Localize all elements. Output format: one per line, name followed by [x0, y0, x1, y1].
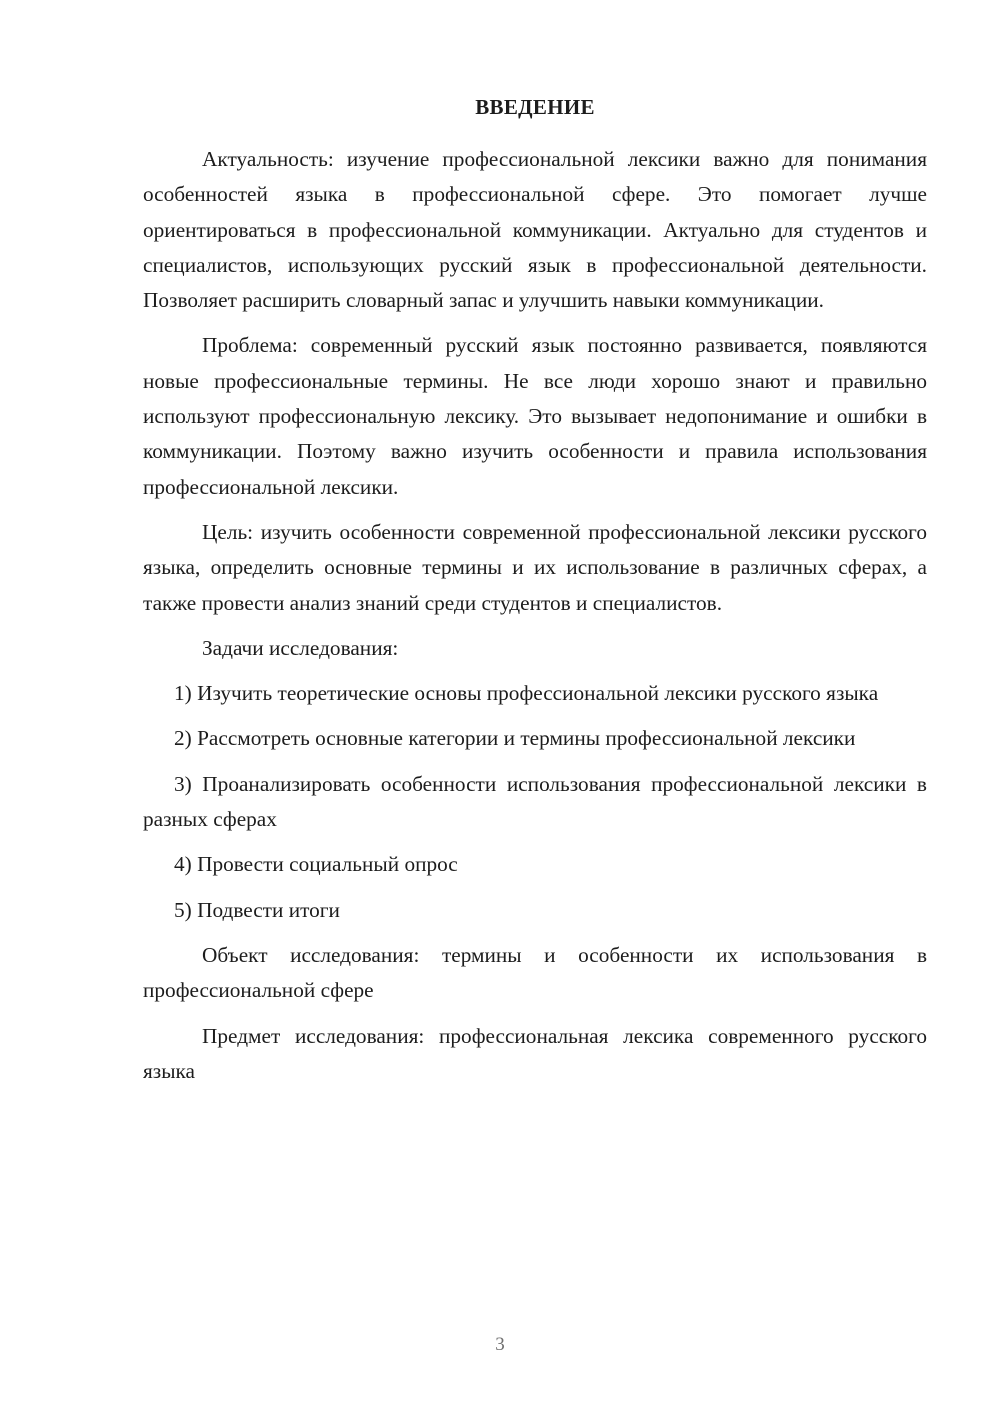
task-item: 1) Изучить теоретические основы профессиональной лексики русского языка — [174, 681, 879, 706]
task-item: 3) Проанализировать особенности использования профессиональной лексики в разных сферах — [143, 771, 927, 832]
paragraph-relevance: Актуальность: изучение профессиональной лексики важно для понимания особенностей языка в профессиональной сфере. Это помогает лучше ориентироваться в профессиональной коммуникации. Актуально для студентов и специалистов, использующих русский язык в профессиональной деятельности. Позволяет расширить словарный запас и улучшить навыки коммуникации. — [143, 147, 927, 313]
paragraph-object: Объект исследования: термины и особенности их использования в профессиональной сфере — [143, 942, 927, 1003]
paragraph-problem: Проблема: современный русский язык постоянно развивается, появляются новые профессиональные термины. Не все люди хорошо знают и правильно используют профессиональную лексику. Это вызывает недопонимание и ошибки в коммуникации. Поэтому важно изучить особенности и правила использования профессиональной лексики. — [143, 333, 927, 499]
task-item: 2) Рассмотреть основные категории и термины профессиональной лексики — [174, 726, 856, 751]
document-body — [143, 142, 927, 1089]
paragraph-subject: Предмет исследования: профессиональная лексика современного русского языка — [143, 1023, 927, 1083]
paragraph-goal: Цель: изучить особенности современной профессиональной лексики русского языка, определить основные термины и их использование в различных сферах, а также провести анализ знаний среди студентов и специалистов. — [143, 519, 927, 615]
page-title: ВВЕДЕНИЕ — [475, 95, 595, 119]
task-item: 4) Провести социальный опрос — [174, 852, 458, 877]
task-item: 5) Подвести итоги — [174, 897, 340, 922]
tasks-heading: Задачи исследования: — [202, 635, 399, 660]
page-number: 3 — [495, 1334, 505, 1355]
